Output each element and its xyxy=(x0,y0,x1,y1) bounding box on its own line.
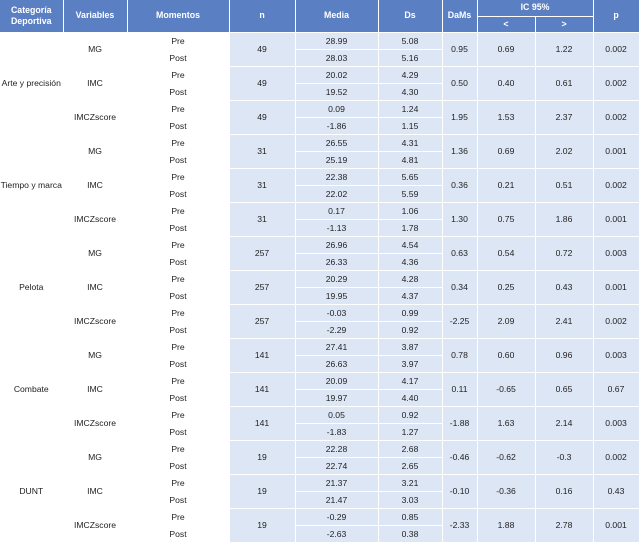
dams-cell: -1.88 xyxy=(442,406,477,440)
n-cell: 257 xyxy=(229,304,295,338)
table-row xyxy=(0,32,639,49)
n-cell: 19 xyxy=(229,474,295,508)
moment-cell: Pre xyxy=(127,236,229,253)
p-cell: 0.001 xyxy=(593,134,639,168)
dams-cell: -0.10 xyxy=(442,474,477,508)
dams-cell: 0.95 xyxy=(442,32,477,66)
media-cell: 28.03 xyxy=(295,49,378,66)
ic-low-cell: 0.21 xyxy=(477,168,535,202)
n-cell: 49 xyxy=(229,66,295,100)
ic-low-cell: 0.25 xyxy=(477,270,535,304)
category-cell: DUNT xyxy=(0,440,63,542)
media-cell: 0.17 xyxy=(295,202,378,219)
moment-cell: Post xyxy=(127,83,229,100)
dams-cell: 0.34 xyxy=(442,270,477,304)
p-cell: 0.002 xyxy=(593,100,639,134)
media-cell: -2.63 xyxy=(295,525,378,542)
ds-cell: 4.30 xyxy=(378,83,442,100)
table-row xyxy=(0,372,639,389)
table-row xyxy=(0,508,639,525)
table-row xyxy=(0,66,639,83)
table-row xyxy=(0,406,639,423)
media-cell: 25.19 xyxy=(295,151,378,168)
header-n: n xyxy=(229,0,295,32)
ic-low-cell: 0.54 xyxy=(477,236,535,270)
media-cell: 0.05 xyxy=(295,406,378,423)
moment-cell: Post xyxy=(127,491,229,508)
p-cell: 0.001 xyxy=(593,202,639,236)
p-cell: 0.001 xyxy=(593,270,639,304)
moment-cell: Post xyxy=(127,219,229,236)
n-cell: 31 xyxy=(229,168,295,202)
header-ds: Ds xyxy=(378,0,442,32)
table-row xyxy=(0,270,639,287)
ds-cell: 3.87 xyxy=(378,338,442,355)
n-cell: 257 xyxy=(229,236,295,270)
ic-low-cell: 0.75 xyxy=(477,202,535,236)
ic-high-cell: 2.14 xyxy=(535,406,593,440)
ic-high-cell: 0.16 xyxy=(535,474,593,508)
dams-cell: 0.63 xyxy=(442,236,477,270)
moment-cell: Pre xyxy=(127,32,229,49)
moment-cell: Post xyxy=(127,49,229,66)
moment-cell: Post xyxy=(127,525,229,542)
table-row xyxy=(0,474,639,491)
media-cell: -1.83 xyxy=(295,423,378,440)
ds-cell: 0.99 xyxy=(378,304,442,321)
table-row xyxy=(0,168,639,185)
category-cell: Arte y precisión xyxy=(0,32,63,134)
variable-cell: MG xyxy=(63,338,127,372)
ds-cell: 0.92 xyxy=(378,406,442,423)
moment-cell: Post xyxy=(127,423,229,440)
media-cell: -0.29 xyxy=(295,508,378,525)
p-cell: 0.002 xyxy=(593,168,639,202)
variable-cell: IMCZscore xyxy=(63,202,127,236)
ds-cell: 4.36 xyxy=(378,253,442,270)
moment-cell: Pre xyxy=(127,474,229,491)
moment-cell: Post xyxy=(127,151,229,168)
media-cell: 20.09 xyxy=(295,372,378,389)
variable-cell: IMCZscore xyxy=(63,508,127,542)
ds-cell: 4.31 xyxy=(378,134,442,151)
moment-cell: Pre xyxy=(127,270,229,287)
media-cell: 26.33 xyxy=(295,253,378,270)
category-cell: Pelota xyxy=(0,236,63,338)
ic-high-cell: -0.3 xyxy=(535,440,593,474)
media-cell: 19.97 xyxy=(295,389,378,406)
n-cell: 141 xyxy=(229,338,295,372)
media-cell: 28.99 xyxy=(295,32,378,49)
ds-cell: 1.24 xyxy=(378,100,442,117)
header-ic: IC 95% xyxy=(477,0,593,16)
ds-cell: 1.06 xyxy=(378,202,442,219)
media-cell: 21.47 xyxy=(295,491,378,508)
dams-cell: -0.46 xyxy=(442,440,477,474)
media-cell: -0.03 xyxy=(295,304,378,321)
ic-low-cell: 1.88 xyxy=(477,508,535,542)
ic-high-cell: 2.78 xyxy=(535,508,593,542)
media-cell: 20.02 xyxy=(295,66,378,83)
ic-high-cell: 0.72 xyxy=(535,236,593,270)
n-cell: 31 xyxy=(229,134,295,168)
variable-cell: IMC xyxy=(63,270,127,304)
dams-cell: -2.25 xyxy=(442,304,477,338)
category-cell: Tiempo y marca xyxy=(0,134,63,236)
moment-cell: Post xyxy=(127,457,229,474)
variable-cell: IMCZscore xyxy=(63,406,127,440)
moment-cell: Pre xyxy=(127,202,229,219)
variable-cell: MG xyxy=(63,32,127,66)
variable-cell: IMC xyxy=(63,372,127,406)
variable-cell: MG xyxy=(63,236,127,270)
ic-low-cell: 1.53 xyxy=(477,100,535,134)
table-body xyxy=(0,32,639,542)
header-ic-high: > xyxy=(535,16,593,32)
ic-low-cell: 0.60 xyxy=(477,338,535,372)
dams-cell: 1.30 xyxy=(442,202,477,236)
ic-low-cell: 0.69 xyxy=(477,32,535,66)
moment-cell: Post xyxy=(127,321,229,338)
ic-high-cell: 0.65 xyxy=(535,372,593,406)
media-cell: 22.02 xyxy=(295,185,378,202)
ic-low-cell: -0.65 xyxy=(477,372,535,406)
table-row xyxy=(0,202,639,219)
ic-high-cell: 2.41 xyxy=(535,304,593,338)
p-cell: 0.002 xyxy=(593,304,639,338)
variable-cell: IMC xyxy=(63,474,127,508)
ds-cell: 1.27 xyxy=(378,423,442,440)
moment-cell: Pre xyxy=(127,406,229,423)
ic-high-cell: 1.86 xyxy=(535,202,593,236)
moment-cell: Post xyxy=(127,253,229,270)
table-row xyxy=(0,338,639,355)
ic-low-cell: 2.09 xyxy=(477,304,535,338)
media-cell: 26.96 xyxy=(295,236,378,253)
p-cell: 0.43 xyxy=(593,474,639,508)
moment-cell: Pre xyxy=(127,66,229,83)
n-cell: 141 xyxy=(229,406,295,440)
ds-cell: 3.97 xyxy=(378,355,442,372)
dams-cell: 0.50 xyxy=(442,66,477,100)
ds-cell: 0.85 xyxy=(378,508,442,525)
ic-high-cell: 0.51 xyxy=(535,168,593,202)
variable-cell: IMC xyxy=(63,168,127,202)
media-cell: -1.86 xyxy=(295,117,378,134)
p-cell: 0.003 xyxy=(593,236,639,270)
moment-cell: Post xyxy=(127,389,229,406)
ds-cell: 4.40 xyxy=(378,389,442,406)
media-cell: 21.37 xyxy=(295,474,378,491)
ic-high-cell: 2.37 xyxy=(535,100,593,134)
table-row xyxy=(0,100,639,117)
moment-cell: Pre xyxy=(127,440,229,457)
p-cell: 0.002 xyxy=(593,66,639,100)
table-row xyxy=(0,236,639,253)
dams-cell: 0.11 xyxy=(442,372,477,406)
moment-cell: Pre xyxy=(127,304,229,321)
media-cell: -1.13 xyxy=(295,219,378,236)
p-cell: 0.001 xyxy=(593,508,639,542)
n-cell: 31 xyxy=(229,202,295,236)
media-cell: 26.55 xyxy=(295,134,378,151)
variable-cell: IMCZscore xyxy=(63,100,127,134)
ic-high-cell: 0.96 xyxy=(535,338,593,372)
n-cell: 141 xyxy=(229,372,295,406)
ic-high-cell: 0.61 xyxy=(535,66,593,100)
dams-cell: 0.78 xyxy=(442,338,477,372)
header-momentos: Momentos xyxy=(127,0,229,32)
ic-low-cell: -0.62 xyxy=(477,440,535,474)
media-cell: 27.41 xyxy=(295,338,378,355)
dams-cell: -2.33 xyxy=(442,508,477,542)
header-p: p xyxy=(593,0,639,32)
media-cell: 22.74 xyxy=(295,457,378,474)
category-cell: Combate xyxy=(0,338,63,440)
media-cell: 19.95 xyxy=(295,287,378,304)
ds-cell: 4.54 xyxy=(378,236,442,253)
ds-cell: 4.28 xyxy=(378,270,442,287)
ds-cell: 2.65 xyxy=(378,457,442,474)
n-cell: 19 xyxy=(229,440,295,474)
ds-cell: 2.68 xyxy=(378,440,442,457)
p-cell: 0.003 xyxy=(593,406,639,440)
header-media: Media xyxy=(295,0,378,32)
moment-cell: Post xyxy=(127,185,229,202)
table-header xyxy=(0,0,639,32)
variable-cell: MG xyxy=(63,440,127,474)
media-cell: 22.28 xyxy=(295,440,378,457)
ic-low-cell: 0.69 xyxy=(477,134,535,168)
p-cell: 0.67 xyxy=(593,372,639,406)
media-cell: 0.09 xyxy=(295,100,378,117)
header-categoria: Categoría Deportiva xyxy=(0,0,63,32)
ds-cell: 5.08 xyxy=(378,32,442,49)
ic-low-cell: 1.63 xyxy=(477,406,535,440)
p-cell: 0.003 xyxy=(593,338,639,372)
moment-cell: Pre xyxy=(127,168,229,185)
table-row xyxy=(0,304,639,321)
table-row xyxy=(0,134,639,151)
ds-cell: 1.15 xyxy=(378,117,442,134)
moment-cell: Pre xyxy=(127,508,229,525)
ds-cell: 0.92 xyxy=(378,321,442,338)
ds-cell: 5.65 xyxy=(378,168,442,185)
ds-cell: 4.29 xyxy=(378,66,442,83)
header-dams: DaMs xyxy=(442,0,477,32)
ic-high-cell: 0.43 xyxy=(535,270,593,304)
n-cell: 257 xyxy=(229,270,295,304)
ds-cell: 5.16 xyxy=(378,49,442,66)
ds-cell: 4.17 xyxy=(378,372,442,389)
variable-cell: MG xyxy=(63,134,127,168)
media-cell: -2.29 xyxy=(295,321,378,338)
media-cell: 26.63 xyxy=(295,355,378,372)
dams-cell: 0.36 xyxy=(442,168,477,202)
ds-cell: 1.78 xyxy=(378,219,442,236)
ic-high-cell: 2.02 xyxy=(535,134,593,168)
header-ic-low: < xyxy=(477,16,535,32)
variable-cell: IMCZscore xyxy=(63,304,127,338)
media-cell: 22.38 xyxy=(295,168,378,185)
ds-cell: 3.21 xyxy=(378,474,442,491)
media-cell: 19.52 xyxy=(295,83,378,100)
ds-cell: 4.81 xyxy=(378,151,442,168)
header-variables: Variables xyxy=(63,0,127,32)
n-cell: 49 xyxy=(229,32,295,66)
p-cell: 0.002 xyxy=(593,32,639,66)
moment-cell: Post xyxy=(127,117,229,134)
ds-cell: 5.59 xyxy=(378,185,442,202)
dams-cell: 1.36 xyxy=(442,134,477,168)
ic-low-cell: 0.40 xyxy=(477,66,535,100)
n-cell: 19 xyxy=(229,508,295,542)
moment-cell: Pre xyxy=(127,372,229,389)
n-cell: 49 xyxy=(229,100,295,134)
moment-cell: Post xyxy=(127,287,229,304)
moment-cell: Pre xyxy=(127,134,229,151)
ds-cell: 3.03 xyxy=(378,491,442,508)
variable-cell: IMC xyxy=(63,66,127,100)
ic-low-cell: -0.36 xyxy=(477,474,535,508)
ic-high-cell: 1.22 xyxy=(535,32,593,66)
moment-cell: Pre xyxy=(127,100,229,117)
p-cell: 0.002 xyxy=(593,440,639,474)
media-cell: 20.29 xyxy=(295,270,378,287)
ds-cell: 0.38 xyxy=(378,525,442,542)
ds-cell: 4.37 xyxy=(378,287,442,304)
dams-cell: 1.95 xyxy=(442,100,477,134)
moment-cell: Pre xyxy=(127,338,229,355)
table-row xyxy=(0,440,639,457)
moment-cell: Post xyxy=(127,355,229,372)
